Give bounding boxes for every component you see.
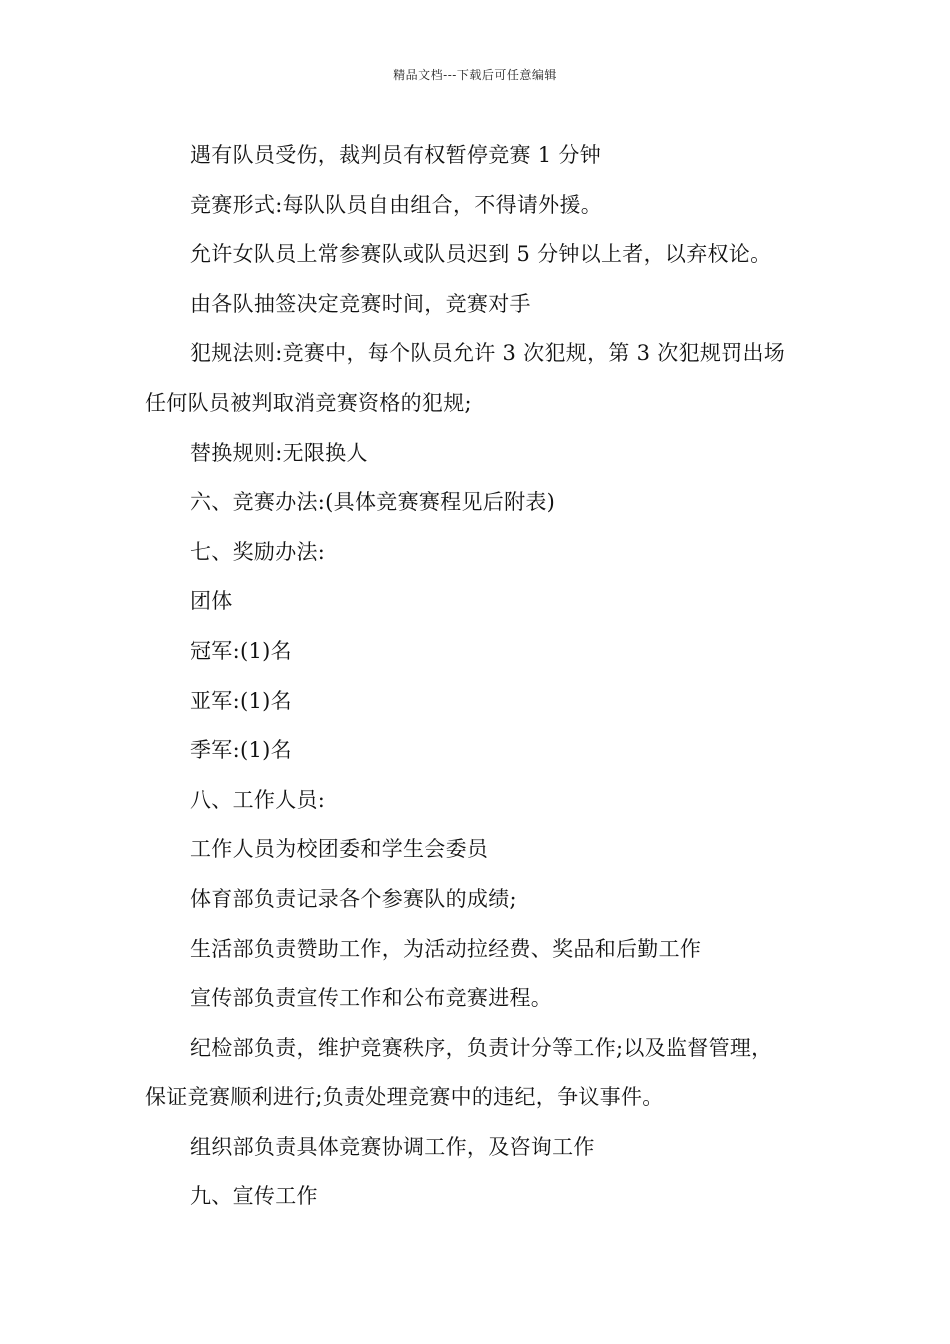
paragraph-line: 遇有队员受伤，裁判员有权暂停竞赛 1 分钟 (190, 143, 602, 167)
paragraph-continuation-line: 任何队员被判取消竞赛资格的犯规; (145, 390, 472, 415)
award-line: 冠军:(1)名 (190, 638, 292, 663)
paragraph-line: 团体 (190, 589, 233, 614)
paragraph-line: 纪检部负责，维护竞赛秩序，负责计分等工作;以及监督管理， (190, 1035, 773, 1060)
paragraph-line: 竞赛形式:每队队员自由组合，不得请外援。 (190, 192, 603, 217)
section-heading: 七、奖励办法: (190, 539, 326, 564)
paragraph-line: 允许女队员上常参赛队或队员迟到 5 分钟以上者，以弃权论。 (190, 242, 772, 267)
award-line: 季军:(1)名 (190, 738, 292, 763)
section-heading: 九、宣传工作 (190, 1184, 318, 1209)
paragraph-line: 生活部负责赞助工作，为活动拉经费、奖品和后勤工作 (190, 936, 702, 961)
paragraph-line: 体育部负责记录各个参赛队的成绩; (190, 886, 517, 911)
paragraph-line: 组织部负责具体竞赛协调工作，及咨询工作 (190, 1134, 595, 1159)
paragraph-line: 替换规则:无限换人 (190, 440, 368, 465)
section-heading: 八、工作人员: (190, 787, 326, 812)
award-line: 亚军:(1)名 (190, 688, 292, 713)
document-body (145, 131, 815, 1222)
paragraph-line: 由各队抽签决定竞赛时间，竞赛对手 (190, 291, 531, 316)
paragraph-line: 宣传部负责宣传工作和公布竞赛进程。 (190, 986, 553, 1011)
paragraph-line: 犯规法则:竞赛中，每个队员允许 3 次犯规，第 3 次犯规罚出场 (190, 341, 786, 366)
paragraph-continuation-line: 保证竞赛顺利进行;负责处理竞赛中的违纪，争议事件。 (145, 1085, 664, 1110)
page-header: 精品文档---下载后可任意编辑 (393, 68, 557, 82)
section-heading: 六、竞赛办法:(具体竞赛赛程见后附表) (190, 490, 556, 515)
paragraph-line: 工作人员为校团委和学生会委员 (190, 837, 489, 862)
